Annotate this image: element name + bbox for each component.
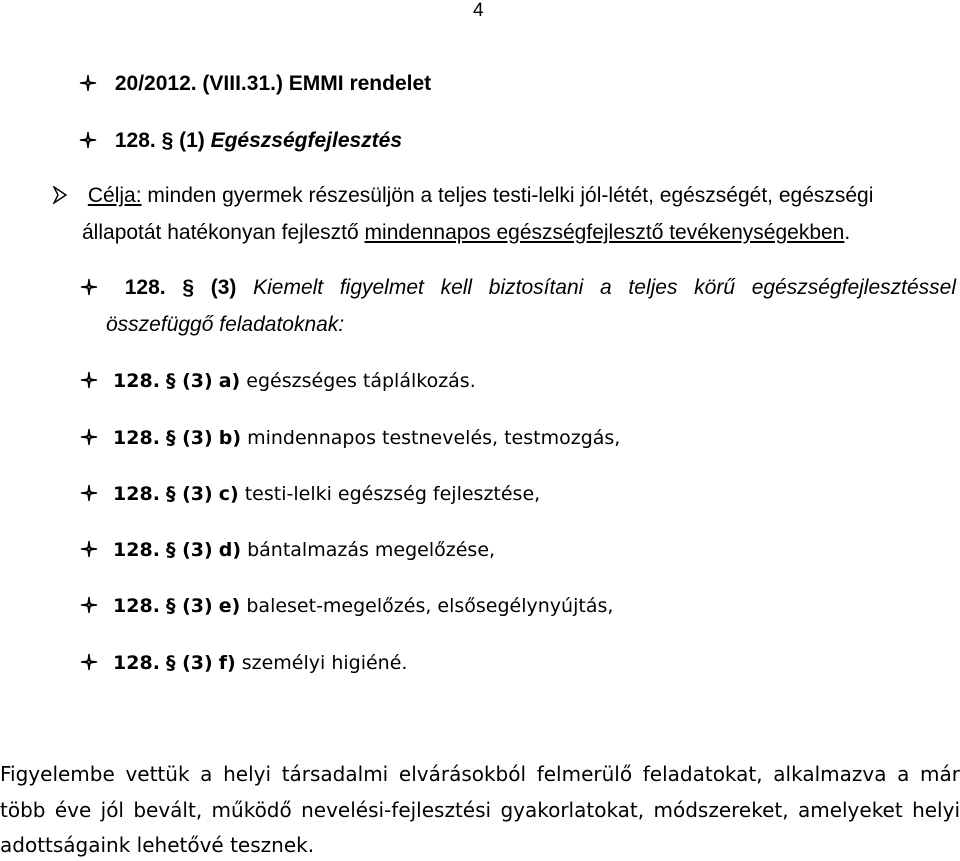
- sub-item-number: 128.: [113, 427, 160, 449]
- sub-item-letter: a): [218, 370, 241, 392]
- sub-item-a: [80, 368, 476, 394]
- diamond-bullet-icon: [80, 540, 98, 558]
- sub-item-text: személyi higiéné.: [241, 652, 408, 674]
- diamond-bullet-icon: [80, 596, 98, 614]
- sub-item-letter: f): [218, 652, 236, 674]
- sub-item-letter: e): [218, 595, 241, 617]
- sub-item-text: testi-lelki egészség fejlesztése,: [244, 483, 541, 505]
- list-item-health-development: [79, 128, 402, 154]
- sub-item-e: [80, 593, 613, 619]
- sub-item-section: § (3): [165, 370, 213, 392]
- sub-item-c: [80, 481, 540, 507]
- closing-line-2: több éve jól bevált, működő nevelési-fejlesztési gyakorlatokat, módszereket, amelyeket helyi: [0, 798, 960, 822]
- section-number: 128.: [124, 276, 166, 299]
- goal-label: Célja:: [87, 184, 142, 207]
- sub-item-text: mindennapos testnevelés, testmozgás,: [247, 427, 621, 449]
- diamond-bullet-icon: [80, 278, 98, 296]
- sub-item-section: § (3): [165, 595, 213, 617]
- sub-item-section: § (3): [165, 427, 213, 449]
- priority-text-2: összefüggő feladatoknak:: [106, 313, 345, 336]
- sub-item-section: § (3): [165, 652, 213, 674]
- goal-line-2: [82, 220, 850, 246]
- goal-line-1: [52, 183, 957, 209]
- goal-text-1: minden gyermek részesüljön a teljes testi-lelki jól-létét, egészségét, egészségi: [141, 184, 874, 207]
- diamond-bullet-icon: [80, 428, 98, 446]
- closing-line-3: adottságaink lehetővé tesznek.: [0, 833, 315, 857]
- sub-item-section: § (3): [165, 539, 213, 561]
- sub-item-text: egészséges táplálkozás.: [246, 370, 476, 392]
- section-title: Egészségfejlesztés: [210, 129, 403, 152]
- page-number: 4: [473, 0, 484, 21]
- section-ref: § (1): [161, 129, 205, 152]
- diamond-bullet-icon: [79, 131, 97, 149]
- sub-item-text: bántalmazás megelőzése,: [247, 539, 496, 561]
- goal-text-2: állapotát hatékonyan fejlesztő: [82, 221, 365, 244]
- regulation-title: 20/2012. (VIII.31.) EMMI rendelet: [114, 72, 432, 95]
- section-ref: § (3): [182, 276, 237, 299]
- diamond-bullet-icon: [80, 484, 98, 502]
- sub-item-f: [80, 650, 407, 676]
- sub-item-number: 128.: [113, 483, 160, 505]
- sub-item-letter: b): [218, 427, 242, 449]
- list-item-priority-line-1: [80, 275, 956, 301]
- section-number: 128.: [114, 129, 162, 152]
- diamond-bullet-icon: [80, 371, 98, 389]
- sub-item-section: § (3): [165, 483, 213, 505]
- sub-item-number: 128.: [113, 370, 160, 392]
- sub-item-number: 128.: [113, 595, 160, 617]
- sub-item-b: [80, 425, 620, 451]
- sub-item-number: 128.: [113, 539, 160, 561]
- diamond-bullet-icon: [80, 653, 98, 671]
- goal-activities: mindennapos egészségfejlesztő tevékenységekben: [364, 221, 845, 244]
- closing-line-1: Figyelembe vettük a helyi társadalmi elvárásokból felmerülő feladatokat, alkalmazva a már: [0, 762, 960, 786]
- sub-item-text: baleset-megelőzés, elsősegélynyújtás,: [246, 595, 614, 617]
- priority-text-1: Kiemelt figyelmet kell biztosítani a teljes körű egészségfejlesztéssel: [253, 276, 956, 299]
- arrow-bullet-icon: [52, 186, 68, 204]
- list-item-regulation: [79, 71, 431, 97]
- sub-item-d: [80, 537, 495, 563]
- sub-item-letter: d): [218, 539, 242, 561]
- diamond-bullet-icon: [79, 74, 97, 92]
- sub-item-number: 128.: [113, 652, 160, 674]
- goal-period: .: [844, 221, 851, 244]
- sub-item-letter: c): [218, 483, 239, 505]
